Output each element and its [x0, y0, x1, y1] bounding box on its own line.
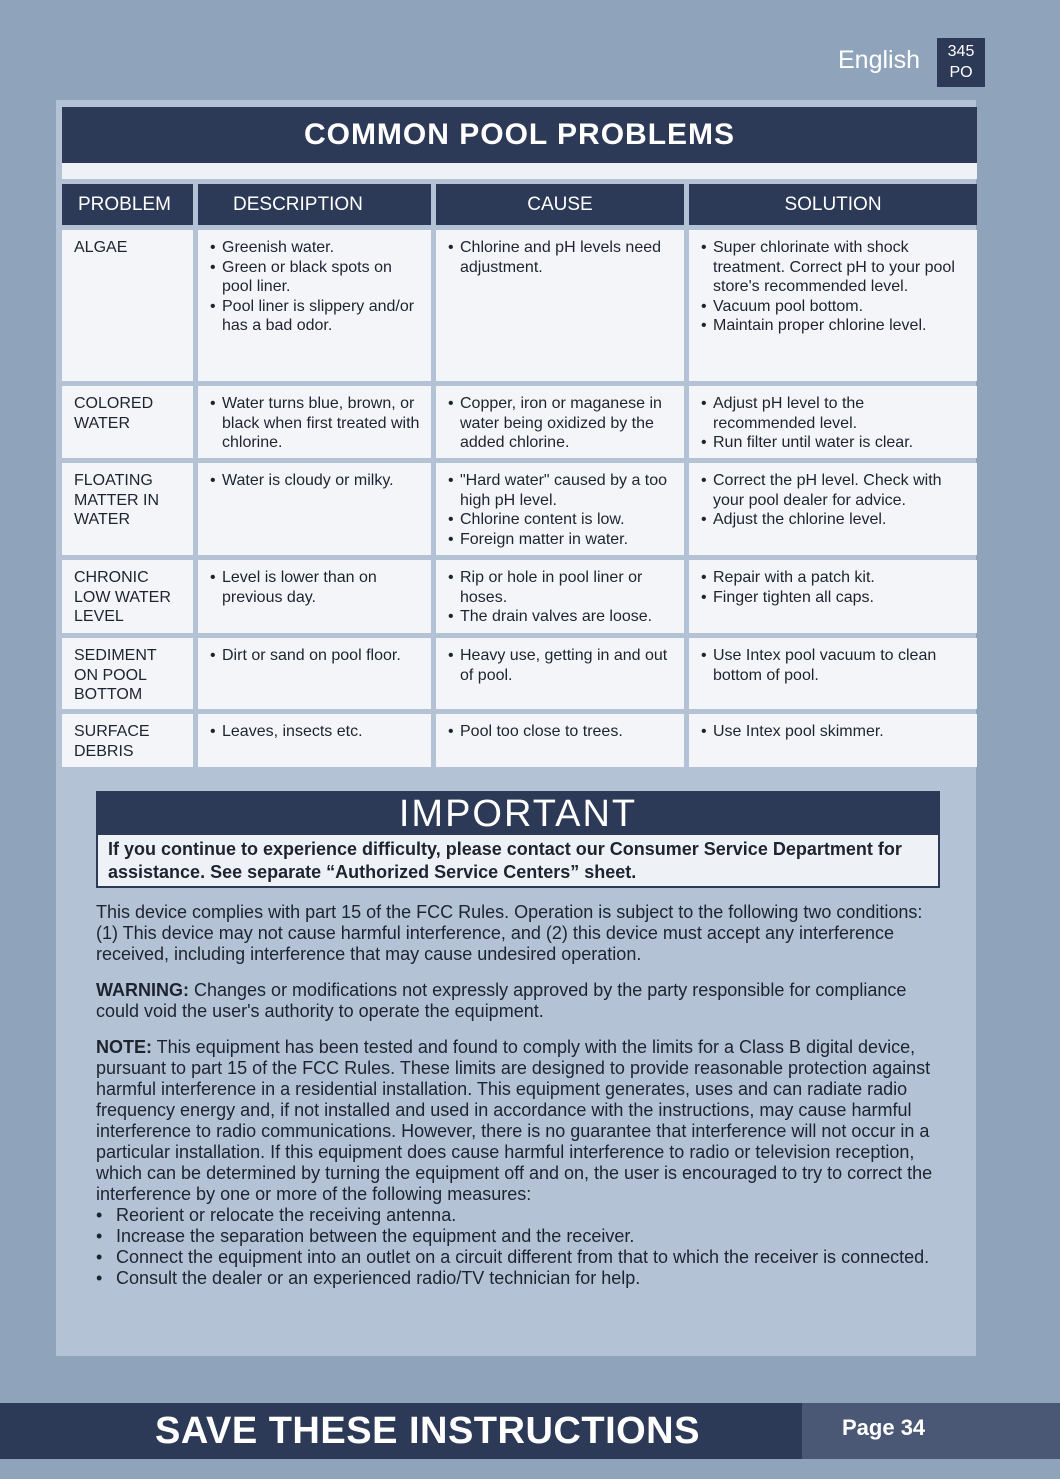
warning-text: Changes or modifications not expressly approved by the party responsible for compliance could void the user's authority to operate the equipment.: [96, 980, 907, 1021]
list-item: • Foreign matter in water.: [448, 530, 676, 550]
list-item: • Dirt or sand on pool floor.: [210, 646, 423, 666]
list-item: • "Hard water" caused by a too high pH level.: [448, 471, 676, 510]
table-row-description: [198, 230, 431, 381]
list-item: • The drain valves are loose.: [448, 607, 676, 627]
list-item: • Vacuum pool bottom.: [701, 297, 969, 317]
fcc-note-paragraph: [96, 1037, 936, 1205]
list-item: • Water is cloudy or milky.: [210, 471, 423, 491]
list-item: • Level is lower than on previous day.: [210, 568, 423, 607]
list-item: • Water turns blue, brown, or black when first treated with chlorine.: [210, 394, 423, 453]
note-label: NOTE:: [96, 1037, 152, 1057]
list-item: • Run filter until water is clear.: [701, 433, 969, 453]
language-label: English: [838, 46, 920, 74]
model-code-badge: [937, 38, 985, 87]
table-row-solution: [689, 638, 977, 709]
important-title: IMPORTANT: [98, 793, 938, 835]
list-item: • Connect the equipment into an outlet on a circuit different from that to which the receiver is connected.: [96, 1247, 936, 1268]
table-row-cause: [436, 560, 684, 633]
table-row-description: [198, 386, 431, 458]
list-item: • Heavy use, getting in and out of pool.: [448, 646, 676, 685]
save-instructions-banner: SAVE THESE INSTRUCTIONS: [155, 1410, 700, 1452]
table-row-solution: [689, 386, 977, 458]
title-underline: [62, 163, 977, 179]
table-row-description: [198, 714, 431, 767]
header-description: DESCRIPTION: [198, 184, 431, 225]
table-row-problem: SEDIMENT ON POOL BOTTOM: [62, 638, 193, 709]
table-row-problem: SURFACE DEBRIS: [62, 714, 193, 767]
table-row-problem: COLORED WATER: [62, 386, 193, 458]
warning-label: WARNING:: [96, 980, 189, 1000]
table-row-problem: ALGAE: [62, 230, 193, 381]
table-row-solution: [689, 714, 977, 767]
list-item: • Super chlorinate with shock treatment. Correct pH to your pool store's recommended level.: [701, 238, 969, 297]
table-row-problem: FLOATING MATTER IN WATER: [62, 463, 193, 555]
table-row-problem: CHRONIC LOW WATER LEVEL: [62, 560, 193, 633]
header-problem: PROBLEM: [62, 184, 193, 225]
page-title: COMMON POOL PROBLEMS: [62, 107, 977, 163]
table-row-description: [198, 560, 431, 633]
list-item: • Chlorine and pH levels need adjustment.: [448, 238, 676, 277]
list-item: • Leaves, insects etc.: [210, 722, 423, 742]
table-row-cause: [436, 638, 684, 709]
fcc-warning-paragraph: [96, 980, 936, 1022]
fcc-statement: [96, 902, 936, 1289]
list-item: • Adjust the chlorine level.: [701, 510, 969, 530]
footer-page-block: [802, 1403, 1060, 1459]
list-item: • Use Intex pool skimmer.: [701, 722, 969, 742]
list-item: • Greenish water.: [210, 238, 423, 258]
header-cause: CAUSE: [436, 184, 684, 225]
table-row-cause: [436, 230, 684, 381]
table-row-solution: [689, 463, 977, 555]
fcc-compliance-paragraph: This device complies with part 15 of the FCC Rules. Operation is subject to the following two conditions: (1) This device may not cause harmful interference, and (2) this device must accept any interference received, including interference that may cause undesired operation.: [96, 902, 923, 964]
list-item: • Consult the dealer or an experienced radio/TV technician for help.: [96, 1268, 936, 1289]
table-row-description: [198, 638, 431, 709]
list-item: • Finger tighten all caps.: [701, 588, 969, 608]
list-item: • Repair with a patch kit.: [701, 568, 969, 588]
list-item: • Pool too close to trees.: [448, 722, 676, 742]
table-row-solution: [689, 560, 977, 633]
list-item: • Pool liner is slippery and/or has a bad odor.: [210, 297, 423, 336]
model-code-suffix: PO: [949, 64, 973, 81]
page-number: Page 34: [842, 1415, 926, 1440]
list-item: • Increase the separation between the equipment and the receiver.: [96, 1226, 936, 1247]
list-item: • Copper, iron or maganese in water being oxidized by the added chlorine.: [448, 394, 676, 453]
list-item: • Adjust pH level to the recommended level.: [701, 394, 969, 433]
list-item: • Green or black spots on pool liner.: [210, 258, 423, 297]
list-item: • Correct the pH level. Check with your pool dealer for advice.: [701, 471, 969, 510]
header-solution: SOLUTION: [689, 184, 977, 225]
table-row-solution: [689, 230, 977, 381]
list-item: • Reorient or relocate the receiving antenna.: [96, 1205, 936, 1226]
note-text: This equipment has been tested and found to comply with the limits for a Class B digital device, pursuant to part 15 of the FCC Rules. These limits are designed to provide reasonable protection against harmful interference in a residential installation. This equipment generates, uses and can radiate radio frequency energy and, if not installed and used in accordance with the instructions, may cause harmful interference to radio communications. However, there is no guarantee that interference will not occur in a particular installation. If this equipment does cause harmful interference to radio or television reception, which can be determined by turning the equipment off and on, the user is encouraged to try to correct the interference by one or more of the following measures:: [96, 1037, 933, 1204]
list-item: • Use Intex pool vacuum to clean bottom of pool.: [701, 646, 969, 685]
table-row-cause: [436, 386, 684, 458]
list-item: • Rip or hole in pool liner or hoses.: [448, 568, 676, 607]
table-row-cause: [436, 714, 684, 767]
important-notice: [96, 791, 940, 888]
model-code-number: 345: [947, 43, 975, 60]
fcc-measures-list: [96, 1205, 936, 1289]
important-text: If you continue to experience difficulty, please contact our Consumer Service Department for assistance. See separate “Authorized Service Centers” sheet.: [108, 839, 902, 882]
list-item: • Chlorine content is low.: [448, 510, 676, 530]
list-item: • Maintain proper chlorine level.: [701, 316, 969, 336]
table-row-cause: [436, 463, 684, 555]
table-row-description: [198, 463, 431, 555]
